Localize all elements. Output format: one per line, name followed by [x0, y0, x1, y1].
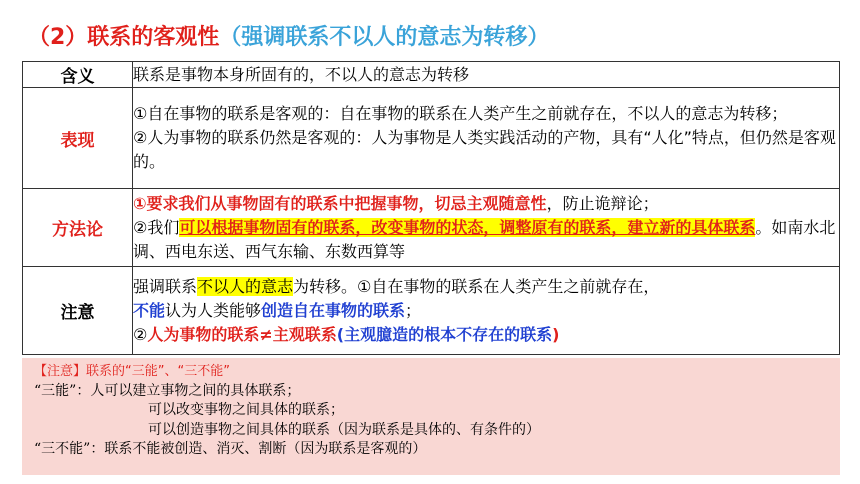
note-line-1: “三能”：人可以建立事物之间的具体联系； — [34, 382, 301, 399]
attention-inequality: 人为事物的联系≠主观联系 — [147, 324, 337, 344]
methodology-point-1-emphasis: ①要求我们从事物固有的联系中把握事物，切忌主观随意性 — [133, 193, 547, 213]
methodology-cell — [133, 189, 840, 267]
methodology-point-2-highlight: 可以根据事物固有的联系，改变事物的状态，调整原有的联系，建立新的具体联系 — [179, 217, 756, 237]
meaning-text: 联系是事物本身所固有的，不以人的意志为转移 — [133, 62, 840, 88]
row-label-attention: 注意 — [23, 267, 133, 355]
row-label-methodology: 方法论 — [23, 189, 133, 267]
attention-line-1 — [133, 275, 839, 299]
manifestation-point-1: ①自在事物的联系是客观的：自在事物的联系在人类产生之前就存在，不以人的意志为转移； — [133, 104, 788, 123]
methodology-point-1 — [133, 192, 839, 216]
note-line-4: “三不能”：联系不能被创造、消灭、割断（因为联系是客观的） — [34, 441, 427, 457]
methodology-point-2-examples: 。如南水北调、西电东送、西气东输、东数西算等 — [133, 217, 836, 261]
title-subtitle: （强调联系不以人的意志为转移） — [219, 25, 550, 50]
note-line-3: 可以创造事物之间具体的联系（因为联系是具体的、有条件的） — [148, 421, 540, 438]
concept-table — [22, 61, 840, 355]
attention-line-3 — [133, 323, 839, 347]
manifestation-cell — [133, 88, 840, 189]
attention-close-paren: ) — [552, 324, 560, 344]
methodology-point-2-start: ②我们 — [133, 217, 180, 237]
note-heading: 【注意】联系的“三能”、“三不能” — [34, 364, 230, 379]
manifestation-point-2: ②人为事物的联系仍然是客观的：人为事物是人类实践活动的产物，具有“人化”特点，但仍然是客观的。 — [133, 128, 836, 171]
attention-semicolon: ； — [405, 300, 422, 320]
slide-title — [28, 20, 549, 51]
note-box — [22, 358, 840, 475]
attention-cannot: 不能 — [133, 300, 166, 320]
table-row-methodology — [23, 189, 840, 267]
table-row-attention — [23, 267, 840, 355]
attention-create-link: 创造自在事物的联系 — [261, 300, 406, 320]
methodology-point-1-tail: ，防止诡辩论； — [546, 193, 659, 213]
note-line-2: 可以改变事物之间具体的联系； — [148, 402, 344, 418]
methodology-point-2 — [133, 216, 839, 264]
attention-cell — [133, 267, 840, 355]
attention-text: 强调联系 — [133, 276, 198, 296]
title-main: （2）联系的客观性 — [28, 25, 220, 50]
attention-marker: ② — [133, 324, 148, 344]
table-row-meaning — [23, 62, 840, 88]
table-row-manifestation — [23, 88, 840, 189]
attention-explanation: (主观臆造的根本不存在的联系 — [336, 324, 553, 344]
row-label-meaning: 含义 — [23, 62, 133, 88]
attention-text-2: 认为人类能够 — [165, 300, 262, 320]
attention-highlight: 不以人的意志 — [197, 276, 294, 296]
attention-text-cont: 为转移。①自在事物的联系在人类产生之前就存在， — [293, 276, 660, 296]
row-label-manifestation: 表现 — [23, 88, 133, 189]
attention-line-2 — [133, 299, 839, 323]
